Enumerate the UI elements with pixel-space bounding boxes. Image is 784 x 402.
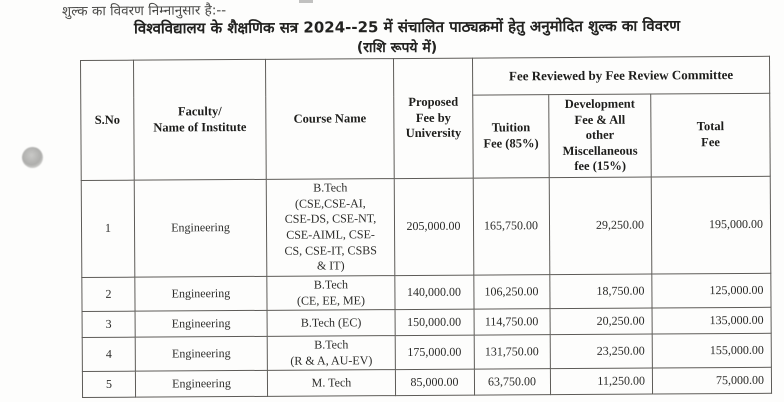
table-row [82,368,771,398]
cell-development-fee: 29,250.00 [549,177,652,275]
cell-tuition-fee: 131,750.00 [474,335,550,370]
cell-tuition-fee: 63,750.00 [474,369,550,395]
col-header-fee-review-committee: Fee Reviewed by Fee Review Committee [472,56,769,95]
cell-faculty: Engineering [135,371,267,398]
cell-sno: 1 [81,180,135,277]
cell-proposed-fee: 140,000.00 [395,275,474,310]
document-subtitle: (राशि रूपये में) [356,40,438,56]
table-row [81,176,771,277]
cell-proposed-fee: 85,000.00 [395,369,474,395]
col-header-proposed-fee: Proposed Fee by University [393,58,473,178]
cell-total-fee: 75,000.00 [652,368,771,395]
cell-course: B.Tech (CSE,CSE-AI, CSE-DS, CSE-NT, CSE-AIML, CSE- CS, CSE-IT, CSBS & IT) [266,179,395,277]
cell-total-fee: 195,000.00 [651,176,771,274]
cell-tuition-fee: 106,250.00 [474,275,550,310]
cell-tuition-fee: 114,750.00 [474,309,550,335]
fee-table [80,56,772,399]
col-header-development-fee: Development Fee & All other Miscellaneous fee (15%) [549,94,652,178]
cell-course: B.Tech (CE, EE, ME) [267,276,395,311]
punch-hole-mark [22,147,43,168]
cell-development-fee: 11,250.00 [550,368,652,395]
cell-course: B.Tech (EC) [267,310,395,337]
fee-table-container [80,56,771,399]
table-row [82,273,771,311]
col-header-total-fee: Total Fee [651,93,771,177]
cell-course: M. Tech [267,370,395,397]
cell-course: B.Tech (R & A, AU-EV) [267,336,395,371]
table-row [82,333,771,371]
cell-faculty: Engineering [135,311,267,338]
col-header-tuition-fee: Tuition Fee (85%) [473,95,550,178]
cell-sno: 5 [82,372,135,398]
cell-development-fee: 23,250.00 [550,334,652,369]
cell-total-fee: 155,000.00 [652,333,771,368]
cell-proposed-fee: 150,000.00 [395,309,474,335]
cell-development-fee: 18,750.00 [550,274,652,309]
cell-total-fee: 135,000.00 [652,307,771,334]
col-header-faculty: Faculty/ Name of Institute [134,59,267,180]
scan-artifact [299,0,313,3]
cell-tuition-fee: 165,750.00 [473,178,550,275]
col-header-course: Course Name [265,59,394,180]
cell-proposed-fee: 175,000.00 [395,335,474,370]
cell-sno: 4 [82,337,135,372]
cell-development-fee: 20,250.00 [550,308,652,335]
cell-faculty: Engineering [134,179,267,277]
cell-faculty: Engineering [135,276,267,311]
header-row-group [81,56,770,97]
cell-faculty: Engineering [135,337,267,372]
document-title: विश्वविद्यालय के शैक्षणिक सत्र 2024--25 में संचालित पाठ्यक्रमों हेतु अनुमोदित शुल्क का विवरण [133,16,681,38]
cell-proposed-fee: 205,000.00 [394,178,474,275]
cell-sno: 3 [82,311,135,337]
intro-line: शुल्क का विवरण निम्नानुसार है:-- [61,2,227,20]
col-header-sno: S.No [81,60,135,180]
cell-sno: 2 [82,277,135,312]
cell-total-fee: 125,000.00 [652,273,771,308]
